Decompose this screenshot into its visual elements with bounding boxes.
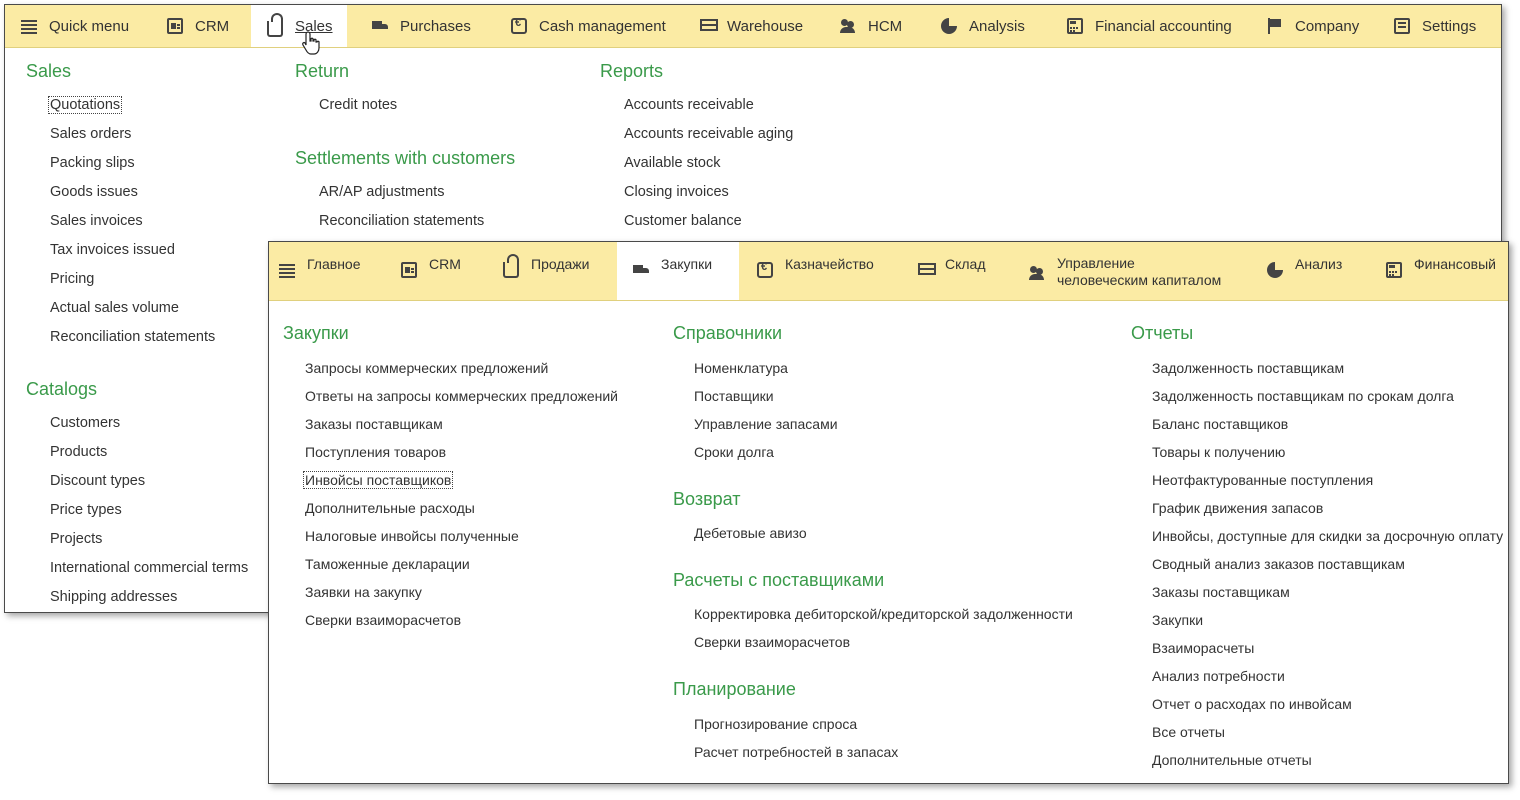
- menu-item-additional-reports[interactable]: Дополнительные отчеты: [1152, 752, 1312, 768]
- tab-label: Company: [1295, 17, 1360, 35]
- tab-label: Казначейство: [785, 256, 874, 272]
- menu-item-report[interactable]: Заказы поставщикам: [1152, 584, 1290, 600]
- truck-icon: [633, 262, 649, 278]
- group-title-return: Return: [295, 61, 350, 81]
- menu-item-sverki-vzaimoraschetov[interactable]: Сверки взаиморасчетов: [305, 612, 462, 628]
- menu-item-nalogovye-invoysy[interactable]: Налоговые инвойсы полученные: [305, 528, 519, 544]
- group-title-catalogs: Catalogs: [26, 379, 98, 399]
- group-title-reports: Reports: [600, 61, 664, 81]
- menu-item-international-commercial-terms[interactable]: International commercial terms: [50, 560, 249, 576]
- group-title-raschety-s-postavshchikami: Расчеты с поставщиками: [673, 570, 885, 590]
- menu-item-report[interactable]: Товары к получению: [1152, 444, 1286, 460]
- menu-item-report[interactable]: Задолженность поставщикам: [1152, 360, 1345, 376]
- menu-item-debetovye-avizo[interactable]: Дебетовые авизо: [694, 525, 807, 541]
- menu-item-report[interactable]: Сводный анализ заказов поставщикам: [1152, 556, 1405, 572]
- crm-icon: [401, 262, 417, 278]
- tab-label: Warehouse: [727, 17, 804, 35]
- people-icon: [1029, 265, 1045, 281]
- group-title-spravochniki: Справочники: [673, 323, 783, 343]
- tab-glavnoe[interactable]: [279, 242, 361, 300]
- menu-item-quotations[interactable]: Quotations: [50, 97, 121, 113]
- flag-icon: [1267, 18, 1283, 34]
- tab-label: HCM: [868, 17, 903, 35]
- tab-analysis[interactable]: [941, 5, 1025, 47]
- menu-item-packing-slips[interactable]: Packing slips: [50, 155, 135, 171]
- menu-item-pricing[interactable]: Pricing: [50, 271, 95, 287]
- truck-icon: [372, 18, 388, 34]
- tab-purchases[interactable]: [372, 5, 471, 47]
- settings-icon: [1394, 18, 1410, 34]
- menu-item-report[interactable]: Инвойсы, доступные для скидки за досрочную оплату: [1152, 528, 1504, 544]
- menu-item-customers[interactable]: Customers: [50, 415, 121, 431]
- menu-item-dopolnitelnye-raskhody[interactable]: Дополнительные расходы: [305, 500, 475, 516]
- menu-item-all-reports[interactable]: Все отчеты: [1152, 724, 1225, 740]
- hand-cursor-icon: [302, 31, 320, 55]
- menu-item-shipping-addresses[interactable]: Shipping addresses: [50, 589, 178, 605]
- menu-item-postupleniya[interactable]: Поступления товаров: [305, 444, 447, 460]
- menu-item-tax-invoices-issued[interactable]: Tax invoices issued: [50, 242, 175, 258]
- menu-item-zayavki-na-zakupku[interactable]: Заявки на закупку: [305, 584, 422, 600]
- menu-item-actual-sales-volume[interactable]: Actual sales volume: [50, 300, 179, 316]
- crm-icon: [167, 18, 183, 34]
- tab-label: Quick menu: [49, 17, 130, 35]
- tab-label: Анализ: [1295, 256, 1343, 272]
- menu-item-prognozirovanie-sprosa[interactable]: Прогнозирование спроса: [694, 716, 858, 732]
- menu-item-report[interactable]: Задолженность поставщикам по срокам долга: [1152, 388, 1454, 404]
- menu-item-report[interactable]: Баланс поставщиков: [1152, 416, 1289, 432]
- tab-label: Sales: [295, 17, 333, 35]
- tab-settings[interactable]: [1394, 5, 1476, 47]
- tab-label: Settings: [1422, 17, 1477, 35]
- menu-item-accounts-receivable-aging[interactable]: Accounts receivable aging: [624, 126, 794, 142]
- group-title-vozvrat: Возврат: [673, 489, 741, 509]
- tab-label: Financial accounting: [1095, 17, 1232, 35]
- menu-item-nomenklatura[interactable]: Номенклатура: [694, 360, 788, 376]
- menu-item-credit-notes[interactable]: Credit notes: [319, 97, 398, 113]
- tab-label: CRM: [195, 17, 230, 35]
- menu-item-sroki-dolga[interactable]: Сроки долга: [694, 444, 774, 460]
- menu-item-sverki-vzaimoraschetov[interactable]: Сверки взаиморасчетов: [694, 634, 851, 650]
- cash-icon: [757, 262, 773, 278]
- tab-kaznacheystvo[interactable]: [757, 242, 874, 300]
- menu-item-accounts-receivable[interactable]: Accounts receivable: [624, 97, 754, 113]
- cash-icon: [511, 18, 527, 34]
- menu-item-sales-invoices[interactable]: Sales invoices: [50, 213, 143, 229]
- menu-item-report[interactable]: График движения запасов: [1152, 500, 1324, 516]
- menu-item-tamozhennye-deklaratsii[interactable]: Таможенные декларации: [305, 556, 470, 572]
- tab-sklad[interactable]: [917, 242, 986, 300]
- tab-finansovy[interactable]: [1386, 242, 1496, 300]
- section-menubar: [5, 5, 1501, 48]
- menu-icon: [279, 262, 295, 278]
- menu-item-closing-invoices[interactable]: Closing invoices: [624, 184, 729, 200]
- calculator-icon: [1386, 262, 1402, 278]
- section-menubar: [269, 242, 1508, 301]
- tab-hcm[interactable]: [840, 5, 902, 47]
- pie-chart-icon: [941, 18, 957, 34]
- tab-label: Главное: [307, 256, 361, 272]
- menu-item-sales-orders[interactable]: Sales orders: [50, 126, 132, 142]
- tab-warehouse[interactable]: [699, 5, 803, 47]
- basket-icon: [503, 262, 519, 278]
- tab-sales[interactable]: [251, 5, 347, 47]
- tab-label: Продажи: [531, 256, 590, 272]
- menu-item-zaprosy[interactable]: Запросы коммерческих предложений: [305, 360, 549, 376]
- menu-item-report[interactable]: Отчет о расходах по инвойсам: [1152, 696, 1352, 712]
- basket-icon: [267, 21, 283, 37]
- tab-label: Cash management: [539, 17, 666, 35]
- group-title-planirovanie: Планирование: [673, 679, 796, 699]
- group-title-zakupki: Закупки: [283, 323, 349, 343]
- tab-label: Финансовый: [1414, 256, 1496, 272]
- tab-label: Закупки: [661, 256, 713, 272]
- menu-item-report[interactable]: Анализ потребности: [1152, 668, 1285, 684]
- menu-item-products[interactable]: Products: [50, 444, 108, 460]
- menu-item-upravlenie-zapasami[interactable]: Управление запасами: [694, 416, 838, 432]
- group-title-settlements-with-customers: Settlements with customers: [295, 148, 516, 168]
- tab-prodazhi[interactable]: [503, 242, 589, 300]
- menu-item-raschet-potrebnostey[interactable]: Расчет потребностей в запасах: [694, 744, 899, 760]
- tab-analiz[interactable]: [1267, 242, 1342, 300]
- group-title-sales: Sales: [26, 61, 72, 81]
- tab-label: Purchases: [400, 17, 471, 35]
- tab-financial-accounting[interactable]: [1067, 5, 1232, 47]
- tab-label: Analysis: [969, 17, 1025, 35]
- menu-item-goods-issues[interactable]: Goods issues: [50, 184, 138, 200]
- menu-item-report[interactable]: Взаиморасчеты: [1152, 640, 1255, 656]
- menu-item-ar-ap-adjustments[interactable]: AR/AP adjustments: [319, 184, 445, 200]
- tab-zakupki[interactable]: [617, 242, 739, 300]
- tab-crm[interactable]: [167, 5, 229, 47]
- menu-item-zakazy-postavshchikam[interactable]: Заказы поставщикам: [305, 416, 443, 432]
- tab-label: CRM: [429, 256, 461, 272]
- tab-quick-menu[interactable]: [21, 5, 129, 47]
- tab-cash-management[interactable]: [511, 5, 666, 47]
- menu-item-otvety[interactable]: Ответы на запросы коммерческих предложений: [305, 388, 618, 404]
- people-icon: [840, 18, 856, 34]
- tab-label: Склад: [945, 256, 986, 272]
- menu-item-report[interactable]: Закупки: [1152, 612, 1204, 628]
- menu-item-invoysy-postavshchikov[interactable]: Инвойсы поставщиков: [305, 472, 452, 488]
- menu-item-postavshchiki[interactable]: Поставщики: [694, 388, 774, 404]
- menu-item-available-stock[interactable]: Available stock: [624, 155, 721, 171]
- tab-upravlenie-kapitalom[interactable]: [1029, 242, 1221, 300]
- tab-crm[interactable]: [401, 242, 461, 300]
- group-title-otchety: Отчеты: [1131, 323, 1194, 343]
- menu-item-report[interactable]: Неотфактурованные поступления: [1152, 472, 1374, 488]
- menu-item-reconciliation-statements[interactable]: Reconciliation statements: [319, 213, 485, 229]
- tab-label: Управление человеческим капиталом: [1057, 255, 1222, 288]
- menu-item-projects[interactable]: Projects: [50, 531, 103, 547]
- menu-item-discount-types[interactable]: Discount types: [50, 473, 146, 489]
- menu-item-korrektirovka-zadolzhennosti[interactable]: Корректировка дебиторской/кредиторской задолженности: [694, 606, 1073, 622]
- calculator-icon: [1067, 18, 1083, 34]
- warehouse-icon: [917, 262, 933, 278]
- sections-panel-russian: [268, 241, 1509, 784]
- menu-item-price-types[interactable]: Price types: [50, 502, 122, 518]
- warehouse-icon: [699, 18, 715, 34]
- pie-chart-icon: [1267, 262, 1283, 278]
- tab-company[interactable]: [1267, 5, 1359, 47]
- menu-item-reconciliation-statements[interactable]: Reconciliation statements: [50, 329, 216, 345]
- menu-item-customer-balance[interactable]: Customer balance: [624, 213, 742, 229]
- menu-icon: [21, 18, 37, 34]
